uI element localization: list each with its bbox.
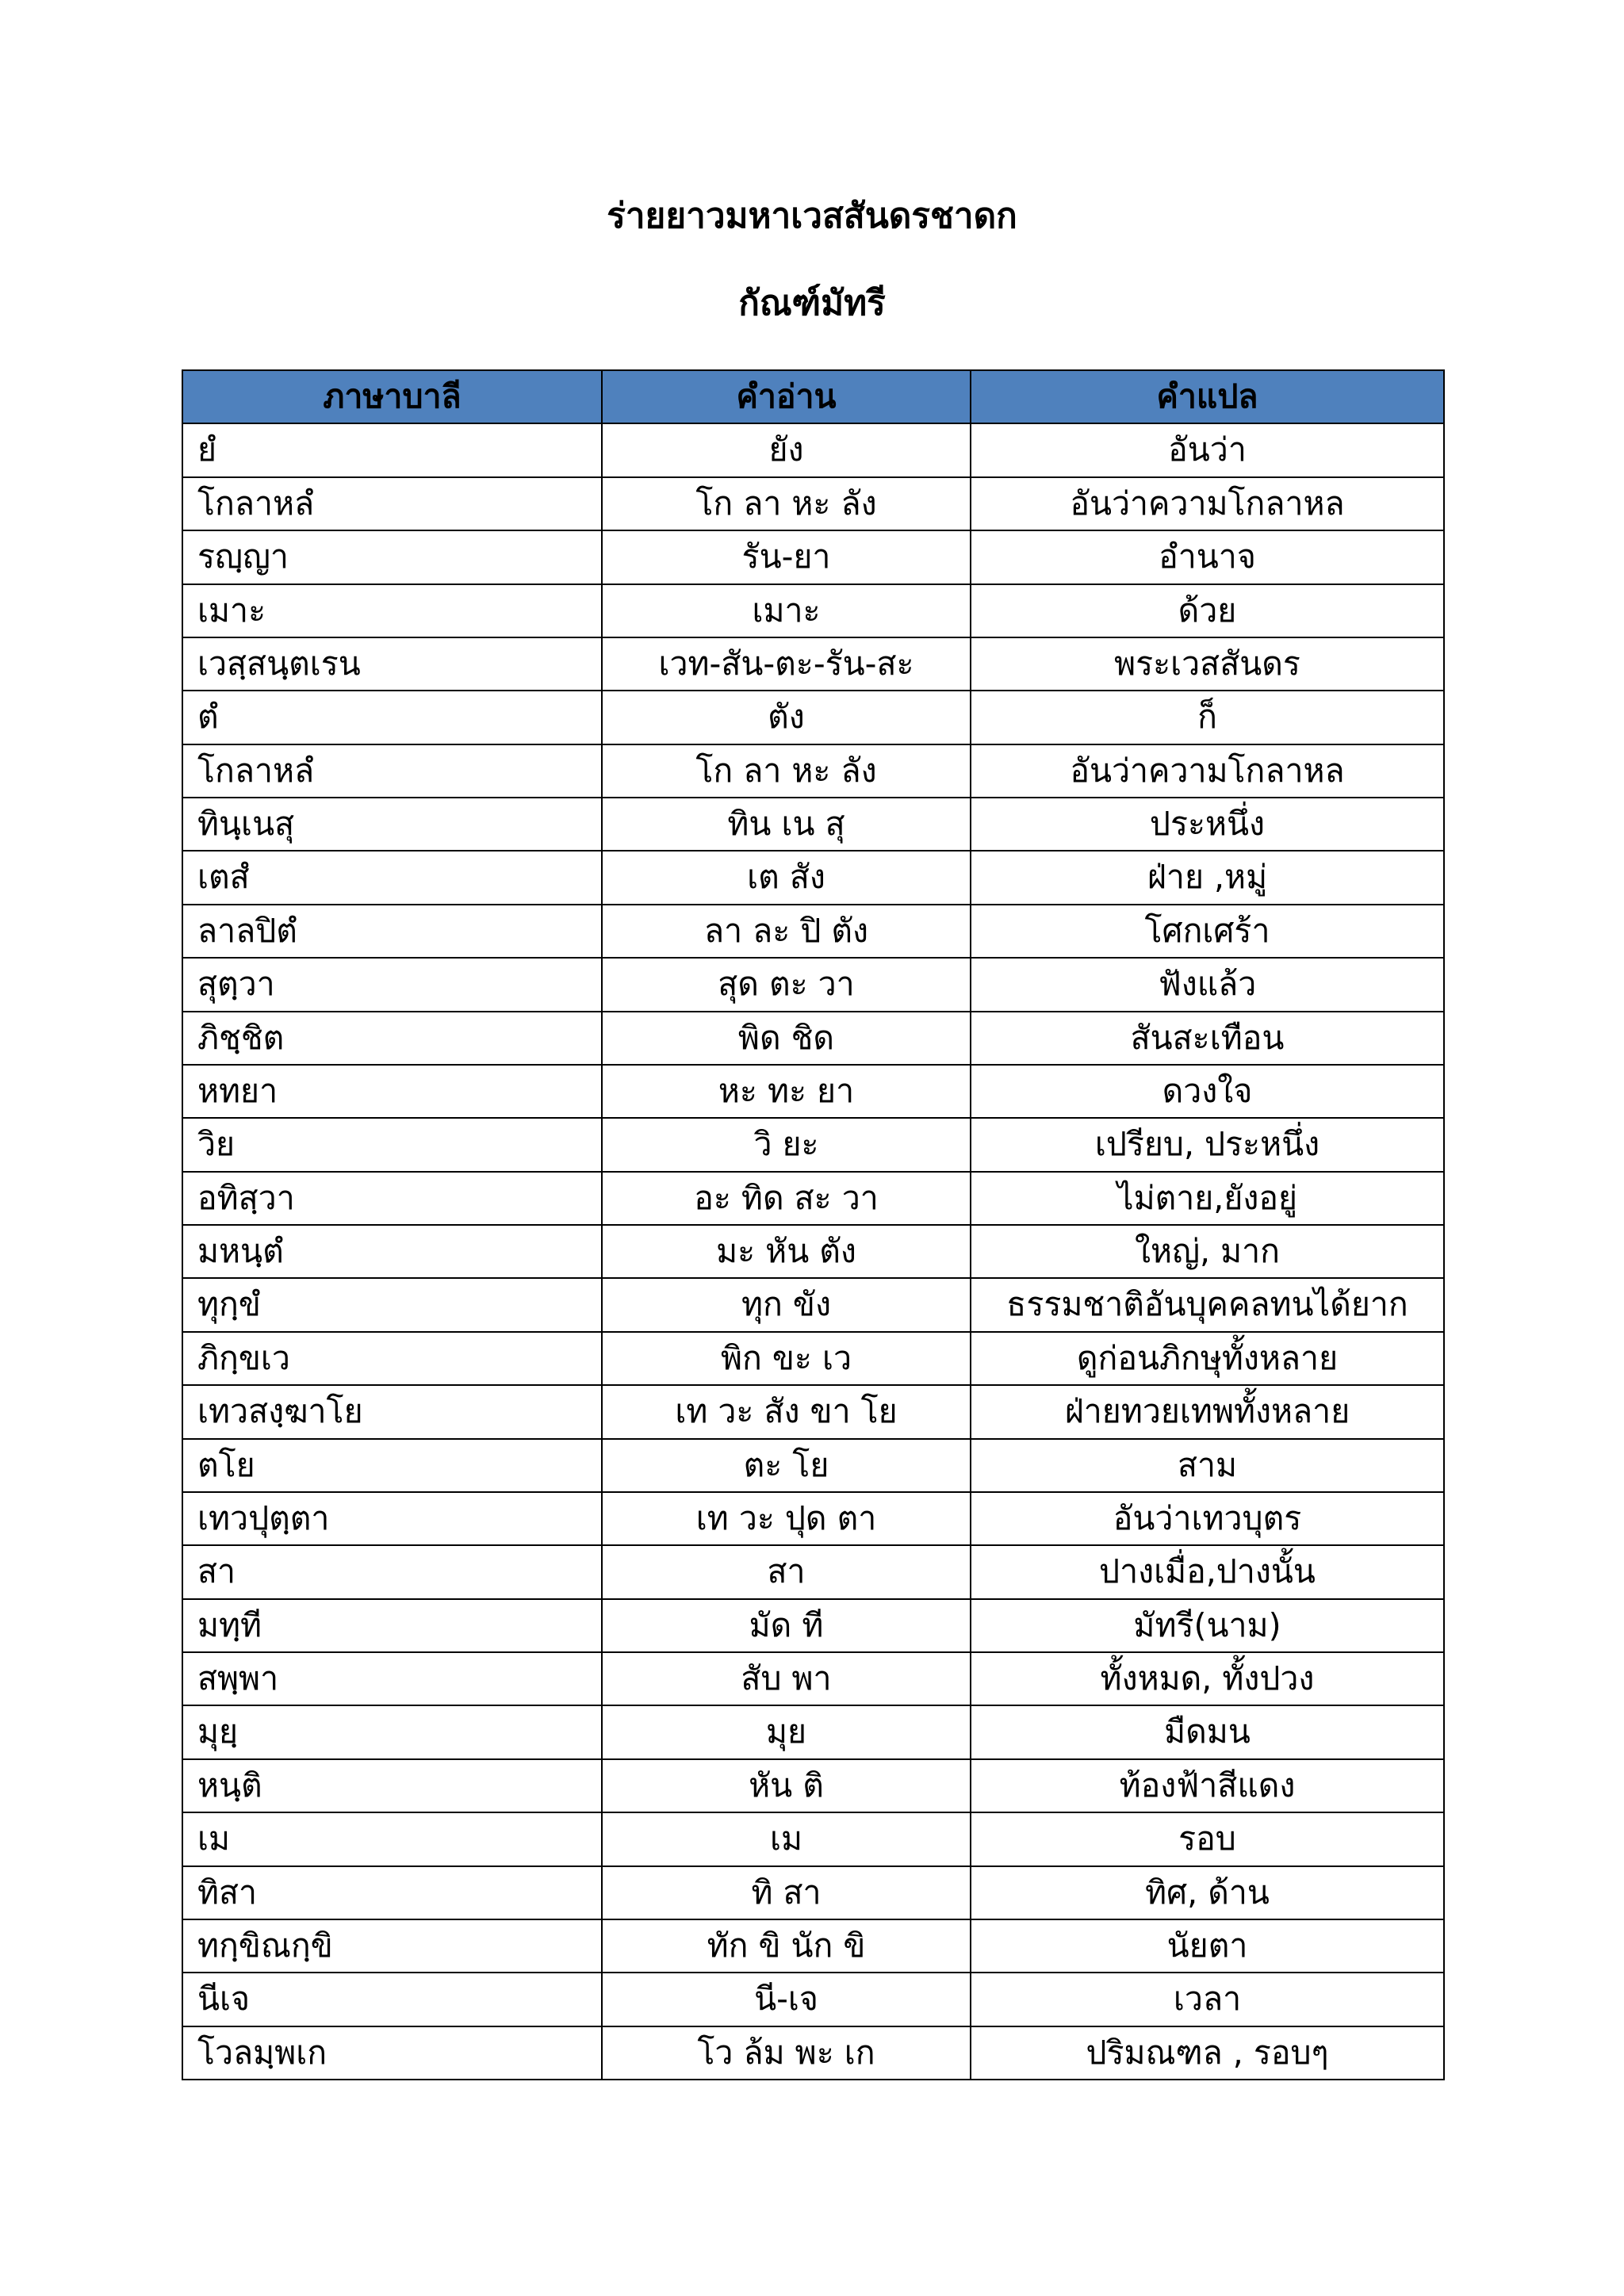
translation-cell: พระเวสสันดร bbox=[971, 637, 1444, 691]
table-row bbox=[182, 1599, 1444, 1652]
document-title: ร่ายยาวมหาเวสสันดรชาดก bbox=[607, 196, 1017, 236]
table-row bbox=[182, 1919, 1444, 1973]
translation-cell: สาม bbox=[971, 1439, 1444, 1492]
pronunciation-cell: ลา ละ ปิ ตัง bbox=[602, 905, 971, 958]
pronunciation-cell: โว ล้ม พะ เก bbox=[602, 2026, 971, 2080]
table-row bbox=[182, 1492, 1444, 1545]
translation-cell: มัทรี(นาม) bbox=[971, 1599, 1444, 1652]
table-row bbox=[182, 1278, 1444, 1331]
translation-cell: ไม่ตาย,ยังอยู่ bbox=[971, 1172, 1444, 1225]
pronunciation-cell: เท วะ ปุด ตา bbox=[602, 1492, 971, 1545]
pali-cell: ลาลปิตํ bbox=[182, 905, 602, 958]
pali-cell: มหนฺตํ bbox=[182, 1225, 602, 1278]
translation-cell: โศกเศร้า bbox=[971, 905, 1444, 958]
pronunciation-cell: วิ ยะ bbox=[602, 1118, 971, 1171]
pali-cell: ตํ bbox=[182, 691, 602, 744]
pali-cell: รญฺญา bbox=[182, 530, 602, 584]
translation-cell: ใหญ่, มาก bbox=[971, 1225, 1444, 1278]
translation-cell: ด้วย bbox=[971, 584, 1444, 637]
table-row bbox=[182, 905, 1444, 958]
header-pronunciation: คำอ่าน bbox=[602, 370, 971, 423]
pali-cell: สุตฺวา bbox=[182, 958, 602, 1011]
table-row bbox=[182, 2026, 1444, 2080]
pronunciation-cell: เมาะ bbox=[602, 584, 971, 637]
table-row bbox=[182, 1705, 1444, 1758]
table-row bbox=[182, 423, 1444, 476]
translation-cell: อันว่าเทวบุตร bbox=[971, 1492, 1444, 1545]
pali-cell: สา bbox=[182, 1545, 602, 1598]
translation-cell: ดูก่อนภิกษุทั้งหลาย bbox=[971, 1332, 1444, 1385]
table-row bbox=[182, 851, 1444, 904]
pali-cell: หนฺติ bbox=[182, 1759, 602, 1812]
translation-cell: ก็ bbox=[971, 691, 1444, 744]
pronunciation-cell: ทิ สา bbox=[602, 1866, 971, 1919]
pali-cell: ทุกฺขํ bbox=[182, 1278, 602, 1331]
pronunciation-cell: นี-เจ bbox=[602, 1973, 971, 2026]
pali-cell: เทวสงฺฆาโย bbox=[182, 1385, 602, 1438]
table-row bbox=[182, 477, 1444, 530]
table-row bbox=[182, 958, 1444, 1011]
pronunciation-cell: เท วะ สัง ขา โย bbox=[602, 1385, 971, 1438]
translation-cell: ปริมณฑล , รอบๆ bbox=[971, 2026, 1444, 2080]
pali-cell: มทฺที bbox=[182, 1599, 602, 1652]
pali-cell: เวสฺสนฺตเรน bbox=[182, 637, 602, 691]
pali-cell: ทิสา bbox=[182, 1866, 602, 1919]
pali-cell: ทกฺขิณกฺขิ bbox=[182, 1919, 602, 1973]
pronunciation-cell: มุย bbox=[602, 1705, 971, 1758]
pronunciation-cell: สา bbox=[602, 1545, 971, 1598]
pronunciation-cell: โก ลา หะ ลัง bbox=[602, 477, 971, 530]
translation-cell: ธรรมชาติอันบุคคลทนได้ยาก bbox=[971, 1278, 1444, 1331]
translation-cell: อำนาจ bbox=[971, 530, 1444, 584]
translation-cell: เปรียบ, ประหนึ่ง bbox=[971, 1118, 1444, 1171]
table-row bbox=[182, 1332, 1444, 1385]
table-row bbox=[182, 798, 1444, 851]
translation-cell: ฝ่ายทวยเทพทั้งหลาย bbox=[971, 1385, 1444, 1438]
pali-cell: หทยา bbox=[182, 1065, 602, 1118]
pronunciation-cell: ทัก ขิ นัก ขิ bbox=[602, 1919, 971, 1973]
table-row bbox=[182, 530, 1444, 584]
pali-cell: ภิชฺชิต bbox=[182, 1012, 602, 1065]
pali-cell: ตโย bbox=[182, 1439, 602, 1492]
translation-cell: ประหนึ่ง bbox=[971, 798, 1444, 851]
pali-cell: เมาะ bbox=[182, 584, 602, 637]
table-row bbox=[182, 1118, 1444, 1171]
table-row bbox=[182, 1012, 1444, 1065]
pali-cell: เทวปุตฺตา bbox=[182, 1492, 602, 1545]
pronunciation-cell: รัน-ยา bbox=[602, 530, 971, 584]
pali-cell: สพฺพา bbox=[182, 1652, 602, 1705]
translation-cell: อันว่าความโกลาหล bbox=[971, 744, 1444, 798]
table-row bbox=[182, 584, 1444, 637]
table-row bbox=[182, 1385, 1444, 1438]
translation-cell: มืดมน bbox=[971, 1705, 1444, 1758]
vocabulary-table bbox=[182, 369, 1445, 2080]
pali-cell: ทินฺเนสุ bbox=[182, 798, 602, 851]
table-row bbox=[182, 1973, 1444, 2026]
translation-cell: ฝ่าย ,หมู่ bbox=[971, 851, 1444, 904]
table-row bbox=[182, 1652, 1444, 1705]
pronunciation-cell: เวท-สัน-ตะ-รัน-สะ bbox=[602, 637, 971, 691]
table-row bbox=[182, 1812, 1444, 1866]
pronunciation-cell: เม bbox=[602, 1812, 971, 1866]
pali-cell: โวลมฺพเก bbox=[182, 2026, 602, 2080]
translation-cell: ปางเมื่อ,ปางนั้น bbox=[971, 1545, 1444, 1598]
header-pali: ภาษาบาลี bbox=[182, 370, 602, 423]
pronunciation-cell: สุด ตะ วา bbox=[602, 958, 971, 1011]
table-row bbox=[182, 1065, 1444, 1118]
pronunciation-cell: ตัง bbox=[602, 691, 971, 744]
pronunciation-cell: พิด ชิด bbox=[602, 1012, 971, 1065]
translation-cell: อันว่า bbox=[971, 423, 1444, 476]
pali-cell: โกลาหลํ bbox=[182, 744, 602, 798]
translation-cell: ทั้งหมด, ทั้งปวง bbox=[971, 1652, 1444, 1705]
pronunciation-cell: อะ ทิด สะ วา bbox=[602, 1172, 971, 1225]
translation-cell: ทิศ, ด้าน bbox=[971, 1866, 1444, 1919]
table-row bbox=[182, 691, 1444, 744]
pronunciation-cell: ตะ โย bbox=[602, 1439, 971, 1492]
pali-cell: ยํ bbox=[182, 423, 602, 476]
table-header-row bbox=[182, 370, 1444, 423]
pronunciation-cell: พิก ขะ เว bbox=[602, 1332, 971, 1385]
pronunciation-cell: สับ พา bbox=[602, 1652, 971, 1705]
pali-cell: วิย bbox=[182, 1118, 602, 1171]
pronunciation-cell: ทิน เน สุ bbox=[602, 798, 971, 851]
pali-cell: นีเจ bbox=[182, 1973, 602, 2026]
pronunciation-cell: มะ หัน ตัง bbox=[602, 1225, 971, 1278]
pronunciation-cell: โก ลา หะ ลัง bbox=[602, 744, 971, 798]
translation-cell: อันว่าความโกลาหล bbox=[971, 477, 1444, 530]
pronunciation-cell: เต สัง bbox=[602, 851, 971, 904]
translation-cell: ฟังแล้ว bbox=[971, 958, 1444, 1011]
table-row bbox=[182, 637, 1444, 691]
translation-cell: ดวงใจ bbox=[971, 1065, 1444, 1118]
pali-cell: เตสํ bbox=[182, 851, 602, 904]
table-row bbox=[182, 1439, 1444, 1492]
translation-cell: นัยตา bbox=[971, 1919, 1444, 1973]
pronunciation-cell: ยัง bbox=[602, 423, 971, 476]
table-row bbox=[182, 744, 1444, 798]
pali-cell: โกลาหลํ bbox=[182, 477, 602, 530]
pronunciation-cell: หัน ติ bbox=[602, 1759, 971, 1812]
pronunciation-cell: ทุก ขัง bbox=[602, 1278, 971, 1331]
translation-cell: ท้องฟ้าสีแดง bbox=[971, 1759, 1444, 1812]
table-row bbox=[182, 1759, 1444, 1812]
pali-cell: มุยฺ bbox=[182, 1705, 602, 1758]
translation-cell: เวลา bbox=[971, 1973, 1444, 2026]
table-row bbox=[182, 1225, 1444, 1278]
translation-cell: รอบ bbox=[971, 1812, 1444, 1866]
document-subtitle: กัณฑ์มัทรี bbox=[738, 283, 886, 323]
pali-cell: อทิสฺวา bbox=[182, 1172, 602, 1225]
pali-cell: เม bbox=[182, 1812, 602, 1866]
table-row bbox=[182, 1172, 1444, 1225]
table-row bbox=[182, 1866, 1444, 1919]
header-translation: คำแปล bbox=[971, 370, 1444, 423]
pronunciation-cell: มัด ที bbox=[602, 1599, 971, 1652]
translation-cell: สันสะเทือน bbox=[971, 1012, 1444, 1065]
pali-cell: ภิกฺขเว bbox=[182, 1332, 602, 1385]
pronunciation-cell: หะ ทะ ยา bbox=[602, 1065, 971, 1118]
table-row bbox=[182, 1545, 1444, 1598]
